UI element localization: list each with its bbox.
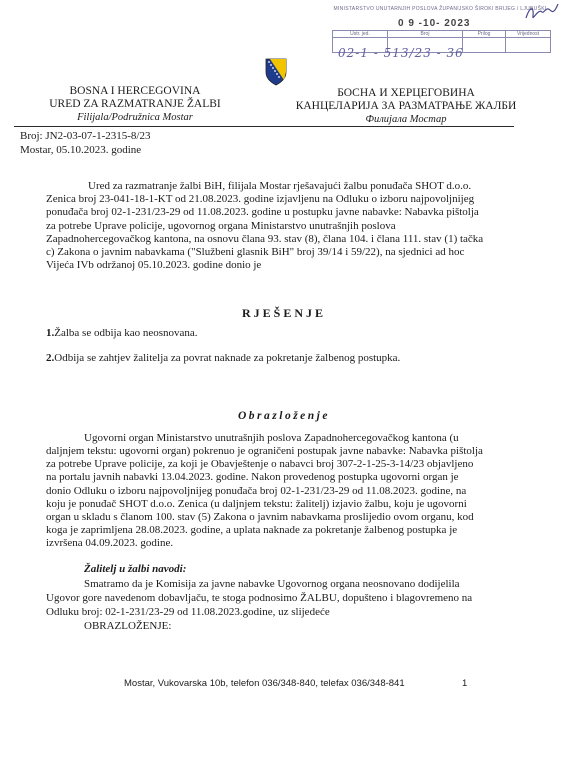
- stamp-col-unit: Ustr. jed.: [333, 31, 388, 38]
- appellant-title: Žalitelj u žalbi navodi:: [84, 563, 187, 575]
- stamp-handwritten-number: 02-1 - 513/23 - 36: [338, 46, 464, 60]
- reasoning-line: koga je zaprimljena 28.08.2023. godine, a uplata naknade za pokretanje žalbenog postupka je: [46, 524, 458, 536]
- decision-item-text: Žalba se odbija kao neosnovana.: [54, 327, 198, 339]
- decision-item: [46, 327, 520, 340]
- intro-line: Vijeća IVb održanoj 05.10.2023. godine donio je: [46, 259, 262, 271]
- footer-address: Mostar, Vukovarska 10b, telefon 036/348-840, telefax 036/348-841: [124, 678, 405, 689]
- decision-item: [46, 352, 520, 365]
- stamp-col-number: Broj: [388, 31, 463, 38]
- header-latin: [40, 85, 230, 124]
- intro-line: ponuđača broj 02-1-231/23-29 od 11.08.2023. godine u postupku javne nabavke: Nabavka pištolja: [46, 206, 479, 218]
- reasoning-line: daljnjem tekstu: ugovorni organ) pokrenuo je ograničeni postupak javne nabavke: Nabavka pištolja: [46, 445, 483, 457]
- reasoning-line: koju je ponuđač SHOT d.o.o. Zenica (u daljnjem tekstu: žalitelj) izjavio žalbu, koju je ugovorni: [46, 498, 467, 510]
- intro-line: Zenica broj 23-041-18-1-KT od 21.08.2023. godine izjavljenu na Odluku o izboru najpovoljnijeg: [46, 193, 475, 205]
- header-country-cyrillic: БОСНА И ХЕРЦЕГОВИНА: [337, 87, 475, 99]
- appellant-line: Ugovor gore navedenom dobavljaču, te stoga podnosimo ŽALBU, dopušteno i blagovremeno na: [46, 592, 473, 604]
- place-date: Mostar, 05.10.2023. godine: [20, 144, 142, 156]
- stamp-col-attachment: Prilog: [463, 31, 506, 38]
- stamp-organization: MINISTARSTVO UNUTARNJIH POSLOVA ŽUPANIJSKO ŠIROKI BRIJEG / LJUBUŠKI: [333, 6, 547, 12]
- reasoning-line: na portalu javnih nabavki 13.04.2023. godine. Nakon provedenog postupka ugovorni organ je: [46, 471, 459, 483]
- header-branch: Filijala/Podružnica Mostar: [77, 112, 193, 123]
- reasoning-line: Ugovorni organ Ministarstvo unutrašnjih poslova Zapadnohercegovačkog kantona (u: [84, 432, 459, 444]
- header-branch-cyrillic: Филијала Мостар: [365, 114, 447, 125]
- header-office-cyrillic: КАНЦЕЛАРИЈА ЗА РАЗМАТРАЊЕ ЖАЛБИ: [295, 100, 517, 112]
- header-office: URED ZA RAZMATRANJE ŽALBI: [49, 98, 221, 110]
- reasoning-line: organ u skladu s članom 100. stav (5) Zakona o javnim nabavkama proslijedio ovom organu, kod: [46, 511, 474, 523]
- appellant-line: Odluku broj: 02-1-231/23-29 od 11.08.2023.godine, uz slijedeće: [46, 606, 330, 618]
- reasoning-line: za potrebe Uprave policije, za koji je Obavještenje o nabavci broj 307-2-1-25-3-14/23 objavljeno: [46, 458, 474, 470]
- header-divider: [14, 126, 514, 127]
- reasoning-title: Obrazloženje: [238, 410, 330, 422]
- appellant-line: OBRAZLOŽENJE:: [84, 620, 172, 632]
- appellant-line: Smatramo da je Komisija za javne nabavke Ugovornog organa neosnovano dodijelila: [84, 578, 460, 590]
- intro-line: za potrebe Uprave policije, ugovornog organa Ministarstvo unutrašnjih poslova: [46, 220, 396, 232]
- reasoning-line: izvršena 04.09.2023. godine.: [46, 537, 174, 549]
- page-number: 1: [462, 678, 468, 689]
- intro-line: Zapadnohercegovačkog kantona, na osnovu člana 93. stav (8), člana 104. i člana 111. stav (1) tačka: [46, 233, 484, 245]
- reference-number: Broj: JN2-03-07-1-2315-8/23: [20, 130, 151, 142]
- intro-line: Ured za razmatranje žalbi BiH, filijala Mostar rješavajući žalbu ponuđača SHOT d.o.o.: [88, 180, 472, 192]
- signature-icon: [524, 2, 560, 24]
- header-country: BOSNA I HERCEGOVINA: [69, 85, 201, 97]
- decision-item-number: 1.: [46, 327, 55, 339]
- stamp-date: 0 9 -10- 2023: [398, 18, 471, 29]
- coat-of-arms-icon: [265, 58, 287, 86]
- reasoning-line: donio Odluku o izboru najpovoljnijeg ponuđača broj 02-1-231/23-29 od 11.08.2023. godine, na: [46, 485, 467, 497]
- header-cyrillic: [286, 87, 526, 126]
- intro-line: c) Zakona o javnim nabavkama ("Službeni glasnik BiH" broj 39/14 i 59/22), na sjednici ad hoc: [46, 246, 465, 258]
- stamp-col-value: Vrijednost: [506, 31, 551, 38]
- decision-item-number: 2.: [46, 352, 55, 364]
- decision-item-text: Odbija se zahtjev žalitelja za povrat naknade za pokretanje žalbenog postupka.: [54, 352, 401, 364]
- decision-title: RJEŠENJE: [241, 306, 327, 320]
- registry-stamp: [318, 6, 562, 70]
